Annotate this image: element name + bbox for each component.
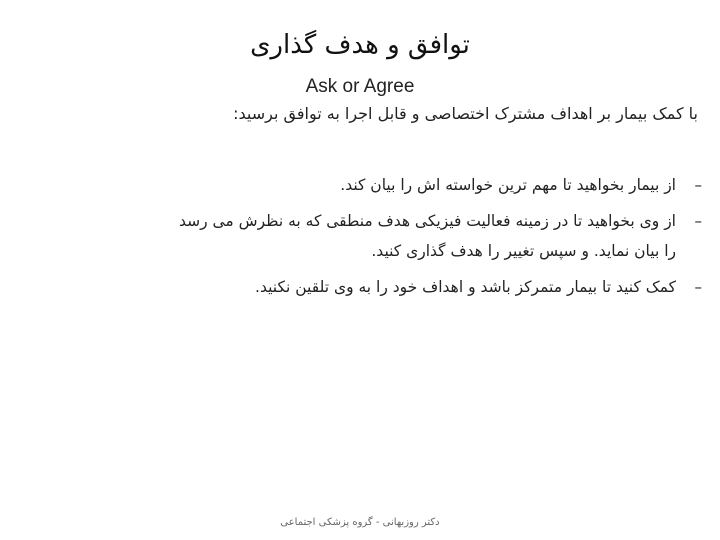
bullet-text-continued: را بیان نماید. و سپس تغییر را هدف گذاری کنید.	[371, 242, 676, 260]
slide-footer: دکتر روزبهانی - گروه پزشکی اجتماعی	[280, 517, 440, 528]
dash-bullet-icon: –	[694, 278, 702, 296]
intro-text: با کمک بیمار بر اهداف مشترک اختصاصی و قابل اجرا به توافق برسید:	[233, 104, 698, 123]
bullet-text: کمک کنید تا بیمار متمرکز باشد و اهداف خود را به وی تلقین نکنید.	[255, 278, 676, 296]
bullet-item	[22, 170, 702, 200]
slide-title: توافق و هدف گذاری	[250, 30, 470, 60]
bullet-item	[22, 272, 702, 302]
slide-subtitle: Ask or Agree	[305, 76, 415, 97]
dash-bullet-icon: –	[694, 176, 702, 194]
bullet-item	[22, 206, 702, 266]
bullet-list	[22, 170, 702, 308]
dash-bullet-icon: –	[694, 212, 702, 230]
bullet-text: از وی بخواهید تا در زمینه فعالیت فیزیکی هدف منطقی که به نظرش می رسد	[178, 212, 676, 230]
bullet-text: از بیمار بخواهید تا مهم ترین خواسته اش را بیان کند.	[340, 176, 676, 194]
